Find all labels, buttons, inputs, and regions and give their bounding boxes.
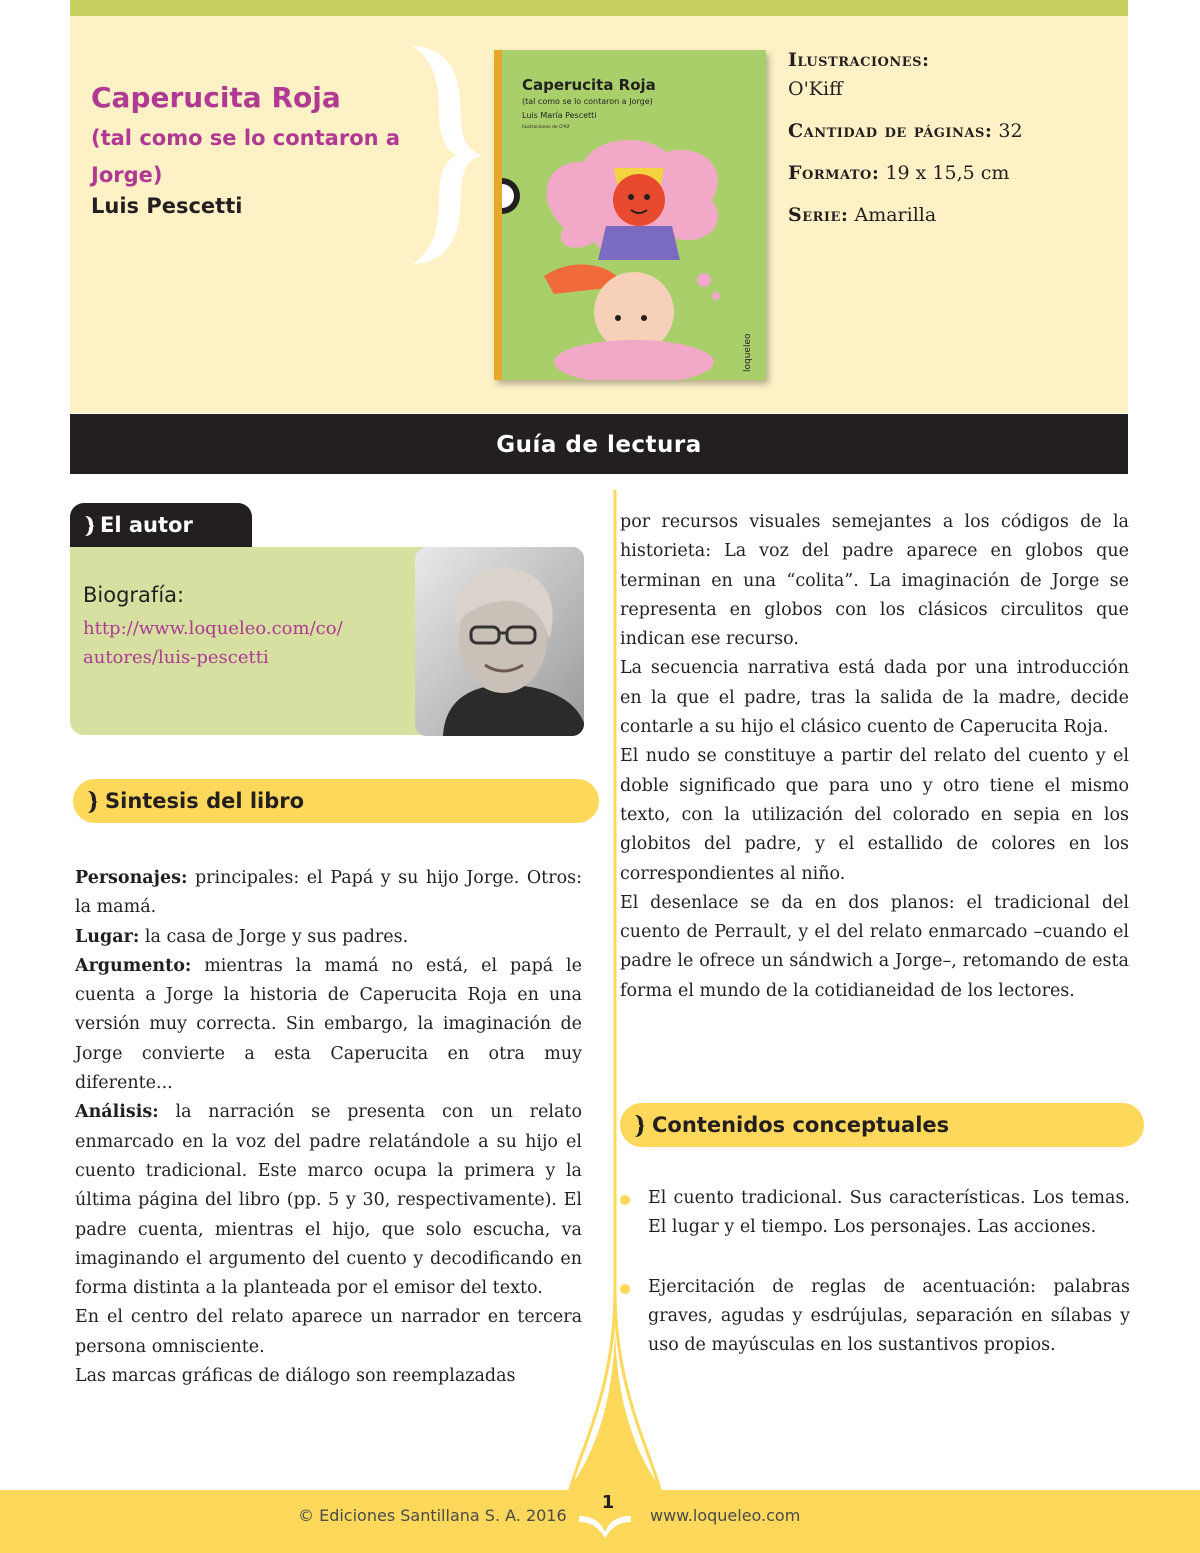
meta-format-value: 19 x 15,5 cm: [885, 162, 1010, 184]
analisis-text: la narración se presenta con un relato enmarcado en la voz del padre relatándole a su hijo el cuento tradicional. Este marco ocupa la primera y la última página del libro (pp. 5 y 30, respectivamente). El padre cuenta, mientras el hijo, que solo escucha, va imaginando el argumento del cuento y decodificando en forma distinta a la planteada por el emisor del texto.: [75, 1102, 582, 1299]
meta-pages-label: Cantidad de páginas:: [788, 120, 993, 142]
bio-link-line1[interactable]: http://www.loqueleo.com/co/: [83, 618, 343, 639]
book-cover: [494, 50, 766, 380]
argumento-text: mientras la mamá no está, el papá le cuenta a Jorge la historia de Caperucita Roja en una versión muy correcta. Sin embargo, la imaginación de Jorge convierte a esta Caperucita en otra muy diferente...: [75, 955, 582, 1094]
meta-series-label: Serie:: [788, 204, 849, 226]
list-item: [618, 1184, 1130, 1243]
analisis-label: Análisis:: [75, 1102, 159, 1123]
top-stripe: [70, 0, 1128, 16]
meta-illustrations-value: O'Kiff: [788, 78, 843, 100]
marcas-paragraph: Las marcas gráficas de diálogo son reemplazadas: [75, 1366, 516, 1387]
contenidos-heading: [620, 1103, 1144, 1147]
brace-icon: [634, 1114, 646, 1138]
right-paragraph-4: El desenlace se da en dos planos: el tradicional del cuento de Perrault, y el del relato enmarcado –cuando el padre le ofrece un sándwich a Jorge–, retomando de esta forma el mundo de la cotidianeidad de los lectores.: [620, 892, 1129, 1001]
bio-label: Biografía:: [83, 583, 185, 607]
right-paragraph-2: La secuencia narrativa está dada por una introducción en la que el padre, tras la salida de la madre, decide contarle a su hijo el clásico cuento de Caperucita Roja.: [620, 658, 1129, 738]
cover-publisher: loqueleo: [743, 333, 753, 372]
meta-pages: [788, 117, 1118, 146]
sintesis-heading-label: Sintesis del libro: [105, 789, 305, 813]
brace-icon: [84, 515, 96, 537]
book-author: Luis Pescetti: [91, 194, 243, 218]
footer-chevron-icon: [575, 1512, 635, 1538]
personajes-text: principales: el Papá y su hijo Jorge. Otros: la mamá.: [75, 868, 582, 918]
author-tab: [70, 503, 252, 547]
centro-paragraph: En el centro del relato aparece un narrador en tercera persona omnisciente.: [75, 1307, 582, 1357]
guide-title-bar: Guía de lectura: [70, 414, 1128, 474]
analisis-paragraph: [75, 1098, 582, 1303]
list-item: [618, 1273, 1130, 1361]
argumento-label: Argumento:: [75, 955, 192, 976]
bullet-icon: [620, 1284, 630, 1294]
personajes-label: Personajes:: [75, 868, 188, 888]
argumento-paragraph: [75, 952, 582, 1098]
brace-icon: [405, 40, 485, 270]
copyright-text: © Ediciones Santillana S. A. 2016: [298, 1506, 567, 1525]
book-subtitle: (tal como se lo contaron a Jorge): [91, 126, 401, 187]
personajes-paragraph: [75, 864, 582, 923]
meta-series: [788, 201, 1118, 230]
bullet-icon: [620, 1195, 630, 1205]
sintesis-heading: [73, 779, 599, 823]
cover-subtitle: (tal como se lo contaron a Jorge): [522, 97, 653, 106]
page-number: 1: [601, 1492, 615, 1513]
meta-illustrations: [788, 46, 1118, 104]
bio-link-line2[interactable]: autores/luis-pescetti: [83, 647, 269, 668]
author-photo: [415, 547, 584, 736]
contenidos-list: [618, 1184, 1130, 1390]
right-paragraph-3: El nudo se constituye a partir del relato del cuento y el doble significado que para uno y otro tiene el mismo texto, con la utilización del colorado en sepia en los globitos del padre, y el estallido de colores en los correspondientes al niño.: [620, 746, 1129, 884]
brace-icon: [87, 790, 99, 814]
right-paragraph-1: por recursos visuales semejantes a los códigos de la historieta: La voz del padre aparece en globos que terminan en una “colita”. La imaginación de Jorge se representa en globos con los clásicos circulitos que indican ese recurso.: [620, 512, 1129, 650]
lugar-label: Lugar:: [75, 926, 140, 947]
cover-illustration: [494, 50, 766, 380]
list-item-text: El cuento tradicional. Sus características. Los temas. El lugar y el tiempo. Los personajes. Las acciones.: [648, 1188, 1130, 1238]
meta-illustrations-label: Ilustraciones:: [788, 49, 930, 71]
cover-author: Luis María Pescetti: [522, 111, 597, 120]
meta-format: [788, 159, 1118, 188]
sintesis-body: [75, 864, 582, 1391]
author-tab-label: El autor: [100, 513, 193, 537]
lugar-text: la casa de Jorge y sus padres.: [144, 926, 409, 947]
author-portrait: [415, 547, 584, 736]
meta-series-value: Amarilla: [854, 204, 937, 226]
meta-format-label: Formato:: [788, 162, 880, 184]
bio-link[interactable]: [83, 614, 413, 672]
book-meta: [788, 46, 1118, 243]
list-item-text: Ejercitación de reglas de acentuación: palabras graves, agudas y esdrújulas, separación en sílabas y uso de mayúsculas en los sustantivos propios.: [648, 1276, 1130, 1356]
meta-pages-value: 32: [998, 120, 1023, 142]
cover-title: Caperucita Roja: [522, 76, 656, 94]
lugar-paragraph: [75, 923, 582, 952]
website-link[interactable]: www.loqueleo.com: [650, 1506, 801, 1525]
cover-illustrator: Ilustraciones de O'Kif: [522, 125, 570, 130]
book-title: Caperucita Roja: [91, 81, 341, 114]
analysis-continued: [620, 508, 1129, 1006]
contenidos-heading-label: Contenidos conceptuales: [652, 1113, 950, 1137]
